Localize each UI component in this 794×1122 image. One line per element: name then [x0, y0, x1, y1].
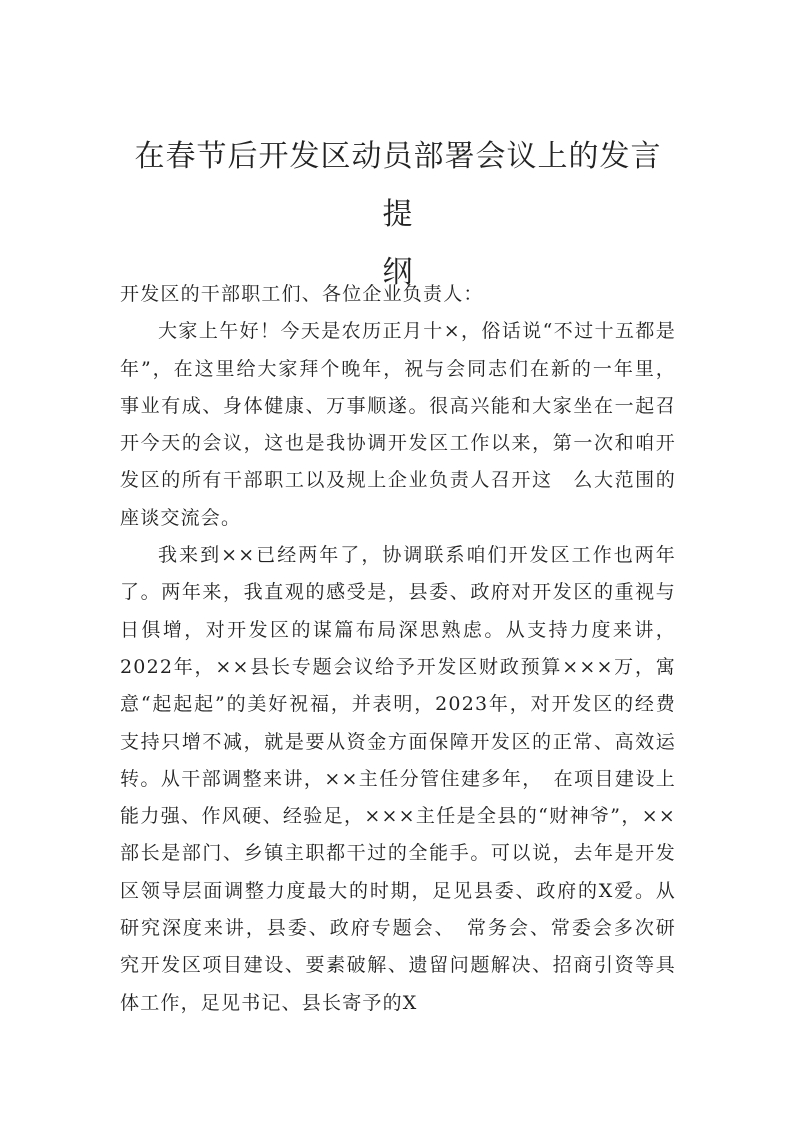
paragraph: 我来到××已经两年了，协调联系咱们开发区工作也两年了。两年来，我直观的感受是，县委、政府对开发区的重视与日俱增，对开发区的谋篇布局深思熟虑。从支持力度来讲，2022年，××县长专题会议给予开发区财政预算×××万，寓意“起起起”的美好祝福，并表明，2023年，对开发区的经费支持只增不减，就是要从资金方面保障开发区的正常、高效运转。从干部调整来讲，××主任分管住建多年， 在项目建设上能力强、作风硬、经验足，×××主任是全县的“财神爷”，××部长是部门、乡镇主职都干过的全能手。可以说，去年是开发区领导层面调整力度最大的时期，足见县委、政府的X爱。从研究深度来讲，县委、政府专题会、 常务会、常委会多次研究开发区项目建设、要素破解、遗留问题解决、招商引资等具体工作，足见书记、县长寄予的X — [120, 544, 676, 1014]
salutation: 开发区的干部职工们、各位企业负责人： — [120, 283, 484, 305]
paragraph: 大家上午好！今天是农历正月十×，俗话说“不过十五都是年”，在这里给大家拜个晚年，祝与会同志们在新的一年里，事业有成、身体健康、万事顺遂。很高兴能和大家坐在一起召开今天的会议，这也是我协调开发区工作以来，第一次和咱开发区的所有干部职工以及规上企业负责人召开这 么大范围的座谈交流会。 — [120, 320, 676, 529]
title-line-2: 纲 — [382, 255, 414, 290]
document-body — [120, 276, 676, 1022]
title-line-1: 在春节后开发区动员部署会议上的发言提 — [134, 139, 662, 232]
